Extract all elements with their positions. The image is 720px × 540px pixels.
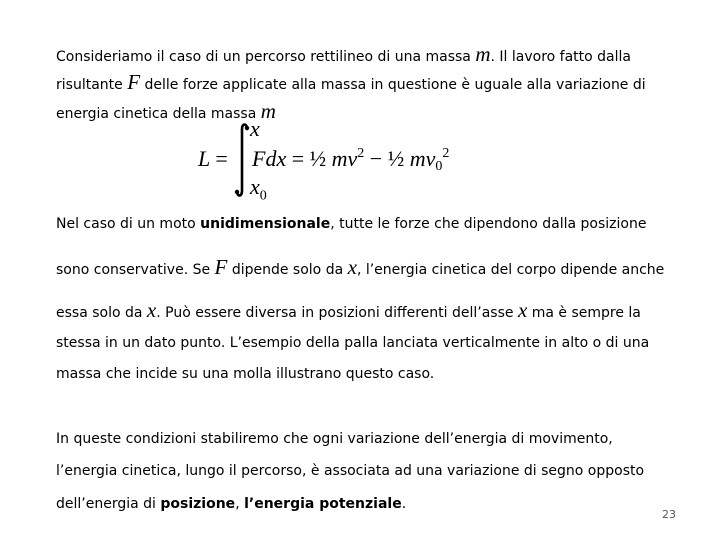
bold-term: l’energia potenziale [244,496,402,512]
equals-sign: = [215,146,228,171]
text-line-1 [56,42,631,67]
bold-term: unidimensionale [200,216,331,232]
text-span: delle forze applicate alla massa in questione è uguale alla variazione di [140,77,646,93]
text-span: essa solo da [56,305,147,321]
minus-sign: − [369,146,383,171]
text-span: ma è sempre la [527,305,641,321]
subscript: 0 [435,159,443,174]
text-span: . Può essere diversa in posizioni differenti dell’asse [156,305,518,321]
formula-lhs [198,146,228,172]
text-line-5 [56,255,664,280]
symbol-x: x [146,298,157,322]
text-line-11 [56,496,406,512]
fraction-half: ½ [387,146,405,171]
formula-rhs [252,146,449,175]
integral-sign-icon [232,122,252,198]
subscript: 0 [259,188,267,204]
text-line-7: stessa in un dato punto. L’esempio della palla lanciata verticalmente in alto o di una [56,335,650,351]
text-line-4 [56,216,646,232]
text-line-9: In queste condizioni stabiliremo che ogni variazione dell’energia di movimento, [56,431,613,447]
text-span: . Il lavoro fatto dalla [490,49,631,65]
text-line-8: massa che incide su una molla illustrano questo caso. [56,366,435,382]
text-span: Consideriamo il caso di un percorso rettilineo di una massa [56,49,476,65]
text-line-10: l’energia cinetica, lungo il percorso, è associata ad una variazione di segno opposto [56,463,645,479]
term-mv: mv [331,146,358,171]
integral-upper-limit: x [250,116,260,141]
term-mv0: mv [409,146,436,171]
text-span: . [401,496,407,512]
integrand: Fdx [252,146,287,171]
text-span: risultante [56,77,128,93]
text-span: , [235,496,245,512]
integral-lower-limit [250,174,267,204]
fraction-half: ½ [309,146,327,171]
symbol-x: x [250,174,260,199]
text-span: sono conservative. Se [56,262,215,278]
symbol-x: x [517,298,528,322]
exponent: 2 [357,146,365,161]
text-span: Nel caso di un moto [56,216,201,232]
symbol-m: m [260,99,276,123]
text-span: dipende solo da [227,262,348,278]
symbol-x: x [347,255,357,279]
work-energy-formula [198,118,528,202]
bold-term: posizione [160,496,236,512]
exponent: 2 [442,146,450,161]
text-span: dell’energia di [56,496,161,512]
page-number: 23 [662,508,676,521]
symbol-F: F [214,255,228,279]
symbol-L: L [198,146,210,171]
text-span: , l’energia cinetica del corpo dipende anche [356,262,665,278]
symbol-F: F [127,70,141,94]
text-span: , tutte le forze che dipendono dalla posizione [330,216,647,232]
text-span: energia cinetica della massa [56,106,261,122]
text-line-6 [56,298,641,323]
text-line-2 [56,70,646,95]
equals-sign: = [291,146,305,171]
symbol-m: m [475,42,491,66]
